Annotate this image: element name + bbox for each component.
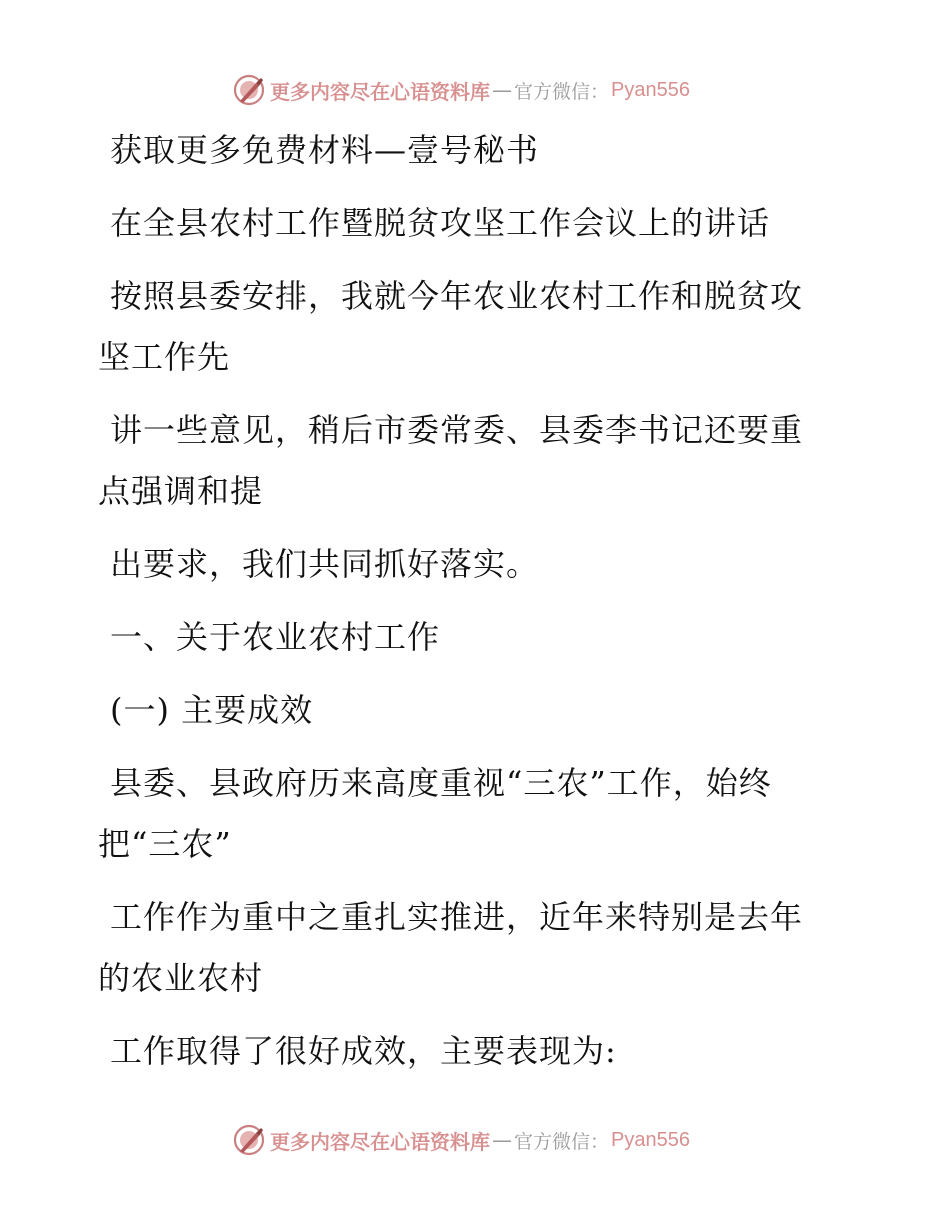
footer-watermark — [232, 1122, 690, 1158]
paragraph-line: 出要求，我们共同抓好落实。 — [110, 545, 540, 583]
pen-logo-icon — [232, 73, 266, 107]
watermark-text: 更多内容尽在心语资料库 — [270, 1129, 490, 1154]
watermark-dash: — — [492, 78, 512, 102]
paragraph-line: 县委、县政府历来高度重视“三农”工作，始终 — [110, 764, 772, 802]
subsection-heading: (一) 主要成效 — [110, 691, 314, 729]
paragraph-line: 的农业农村 — [98, 959, 264, 997]
paragraph-line: 点强调和提 — [98, 472, 264, 510]
watermark-wechat-label: 官方微信： — [514, 1130, 610, 1153]
paragraph-source: 获取更多免费材料—壹号秘书 — [110, 131, 540, 169]
watermark-wechat-id: Pyan556 — [611, 78, 690, 101]
header-watermark — [232, 72, 690, 108]
paragraph-line: 工作作为重中之重扎实推进，近年来特别是去年 — [110, 898, 804, 936]
paragraph-line: 工作取得了很好成效，主要表现为: — [110, 1032, 617, 1070]
section-heading: 一、关于农业农村工作 — [110, 618, 441, 656]
pen-logo-icon — [232, 1123, 266, 1157]
watermark-wechat-id: Pyan556 — [611, 1128, 690, 1151]
document-body — [98, 120, 838, 1082]
watermark-text: 更多内容尽在心语资料库 — [270, 79, 490, 104]
paragraph-line: 讲一些意见，稍后市委常委、县委李书记还要重 — [110, 411, 804, 449]
document-title: 在全县农村工作暨脱贫攻坚工作会议上的讲话 — [110, 204, 771, 242]
paragraph-line: 按照县委安排，我就今年农业农村工作和脱贫攻 — [110, 277, 804, 315]
paragraph-line: 坚工作先 — [98, 338, 231, 376]
paragraph-line: 把“三农” — [98, 825, 232, 863]
watermark-wechat-label: 官方微信： — [514, 80, 610, 103]
watermark-dash: — — [492, 1128, 512, 1152]
